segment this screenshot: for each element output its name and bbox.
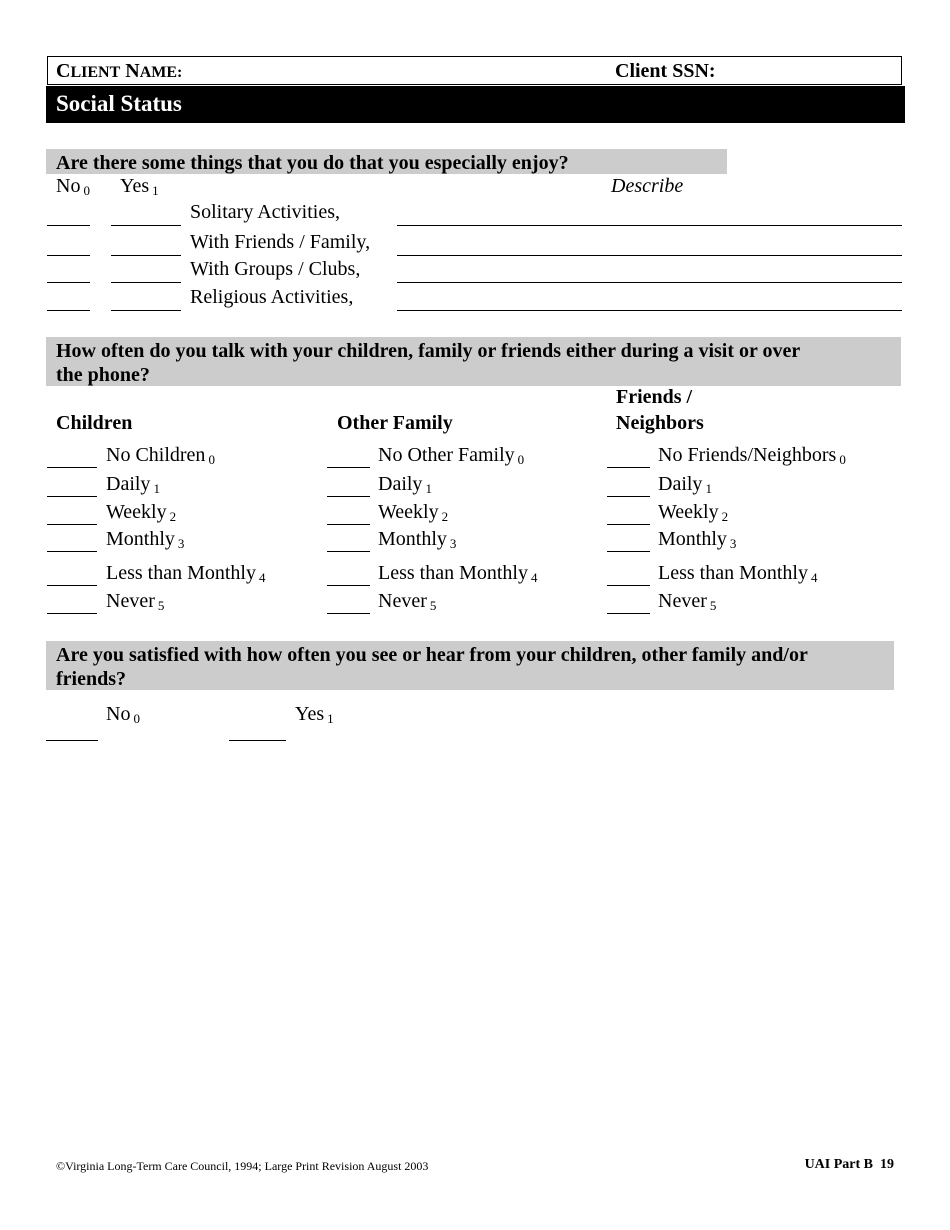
frequency-option	[658, 590, 716, 614]
activity-yes-blank[interactable]	[111, 225, 181, 226]
frequency-option-code: 2	[721, 509, 729, 524]
activity-yes-blank[interactable]	[111, 255, 181, 256]
frequency-option-label: Weekly	[378, 501, 439, 523]
activity-no-blank[interactable]	[47, 225, 90, 226]
frequency-blank[interactable]	[607, 524, 650, 525]
frequency-option-code: 0	[517, 452, 525, 467]
frequency-option-code: 3	[177, 536, 185, 551]
frequency-option	[378, 562, 538, 586]
frequency-option-code: 1	[153, 481, 160, 496]
heading-friends-line2: Neighbors	[616, 412, 704, 434]
frequency-blank[interactable]	[327, 585, 370, 586]
frequency-blank[interactable]	[47, 613, 97, 614]
frequency-option	[378, 528, 456, 552]
activity-no-blank[interactable]	[47, 282, 90, 283]
frequency-option-code: 4	[531, 570, 538, 585]
satisfied-no-blank[interactable]	[46, 740, 98, 741]
frequency-blank[interactable]	[607, 496, 650, 497]
frequency-blank[interactable]	[327, 496, 370, 497]
frequency-blank[interactable]	[327, 524, 370, 525]
frequency-option-code: 4	[811, 570, 818, 585]
frequency-blank[interactable]	[607, 585, 650, 586]
client-ssn-label: Client SSN:	[615, 60, 716, 82]
frequency-blank[interactable]	[47, 467, 97, 468]
frequency-option-label: Daily	[378, 473, 423, 495]
frequency-option-label: No Friends/Neighbors	[658, 444, 837, 466]
frequency-blank[interactable]	[607, 551, 650, 552]
frequency-option	[658, 562, 818, 586]
frequency-option-code: 0	[839, 452, 846, 467]
frequency-option-code: 3	[449, 536, 457, 551]
frequency-blank[interactable]	[327, 467, 370, 468]
frequency-option	[106, 501, 176, 525]
frequency-blank[interactable]	[607, 613, 650, 614]
frequency-option-code: 5	[709, 598, 717, 613]
activity-describe-line[interactable]	[397, 282, 902, 283]
footer-page-id: UAI Part B 19	[804, 1157, 894, 1172]
activity-describe-line[interactable]	[397, 310, 902, 311]
frequency-option	[106, 473, 160, 497]
frequency-option	[658, 528, 736, 552]
col-header-no: No $_0$	[56, 175, 90, 198]
frequency-option	[106, 528, 184, 552]
question-enjoy: Are there some things that you do that you especially enjoy?	[46, 149, 727, 174]
question-satisfied-line1: Are you satisfied with how often you see or hear from your children, other family and/or	[56, 644, 808, 666]
question-talk-line1: How often do you talk with your children, family or friends either during a visit or over	[56, 340, 801, 362]
frequency-blank[interactable]	[607, 467, 650, 468]
heading-other-family: Other Family	[337, 412, 453, 434]
frequency-option-label: Less than Monthly	[378, 562, 528, 584]
frequency-option-code: 0	[208, 452, 215, 467]
frequency-option-label: Weekly	[658, 501, 719, 523]
activity-label: Solitary Activities,	[190, 201, 340, 223]
activity-no-blank[interactable]	[47, 255, 90, 256]
satisfied-yes-blank[interactable]	[229, 740, 286, 741]
frequency-option-label: Daily	[658, 473, 703, 495]
frequency-option-code: 2	[441, 509, 449, 524]
question-satisfied	[46, 641, 894, 690]
frequency-option	[106, 562, 266, 586]
frequency-blank[interactable]	[47, 496, 97, 497]
activity-label: Religious Activities,	[190, 286, 354, 308]
frequency-option	[106, 444, 215, 468]
frequency-option-label: Daily	[106, 473, 151, 495]
activity-label: With Groups / Clubs,	[190, 258, 361, 280]
activity-label: With Friends / Family,	[190, 231, 371, 253]
heading-children: Children	[56, 412, 133, 434]
frequency-option	[106, 590, 164, 614]
frequency-blank[interactable]	[47, 551, 97, 552]
frequency-option-code: 2	[169, 509, 177, 524]
activity-yes-blank[interactable]	[111, 282, 181, 283]
satisfied-no-label: No $_0$	[106, 703, 140, 726]
frequency-option-label: Never	[378, 590, 427, 612]
frequency-option	[658, 473, 712, 497]
question-talk-frequency	[46, 337, 901, 386]
frequency-option	[378, 444, 524, 468]
activity-describe-line[interactable]	[397, 225, 902, 226]
frequency-option-code: 4	[259, 570, 266, 585]
frequency-option-code: 5	[157, 598, 165, 613]
activity-describe-line[interactable]	[397, 255, 902, 256]
frequency-blank[interactable]	[47, 524, 97, 525]
frequency-option-label: No Other Family	[378, 444, 515, 466]
activity-yes-blank[interactable]	[111, 310, 181, 311]
question-talk-line2: the phone?	[56, 364, 150, 386]
satisfied-yes-label: Yes $_1$	[295, 703, 334, 726]
frequency-option-label: Never	[658, 590, 707, 612]
section-title: Social Status	[46, 86, 905, 123]
frequency-option-label: Monthly	[106, 528, 175, 550]
frequency-option-label: Less than Monthly	[658, 562, 808, 584]
frequency-option-label: Weekly	[106, 501, 167, 523]
client-name-label: CLIENT NAME:	[56, 60, 183, 82]
frequency-option-label: Monthly	[378, 528, 447, 550]
frequency-option-label: Never	[106, 590, 155, 612]
frequency-option-code: 5	[429, 598, 437, 613]
frequency-option-label: Monthly	[658, 528, 727, 550]
frequency-option	[658, 444, 846, 468]
question-satisfied-line2: friends?	[56, 668, 126, 690]
frequency-option	[378, 501, 448, 525]
frequency-blank[interactable]	[327, 613, 370, 614]
frequency-blank[interactable]	[47, 585, 97, 586]
frequency-option-label: No Children	[106, 444, 206, 466]
frequency-blank[interactable]	[327, 551, 370, 552]
footer-copyright: ©Virginia Long-Term Care Council, 1994; Large Print Revision August 2003	[56, 1159, 429, 1173]
frequency-option-label: Less than Monthly	[106, 562, 256, 584]
frequency-option	[378, 473, 432, 497]
frequency-option-code: 3	[729, 536, 737, 551]
col-header-describe: Describe	[611, 175, 684, 197]
frequency-option	[658, 501, 728, 525]
activity-no-blank[interactable]	[47, 310, 90, 311]
heading-friends-line1: Friends /	[616, 386, 693, 408]
col-header-yes: Yes $_1$	[120, 175, 159, 198]
frequency-option-code: 1	[705, 481, 712, 496]
frequency-option	[378, 590, 436, 614]
frequency-option-code: 1	[425, 481, 432, 496]
